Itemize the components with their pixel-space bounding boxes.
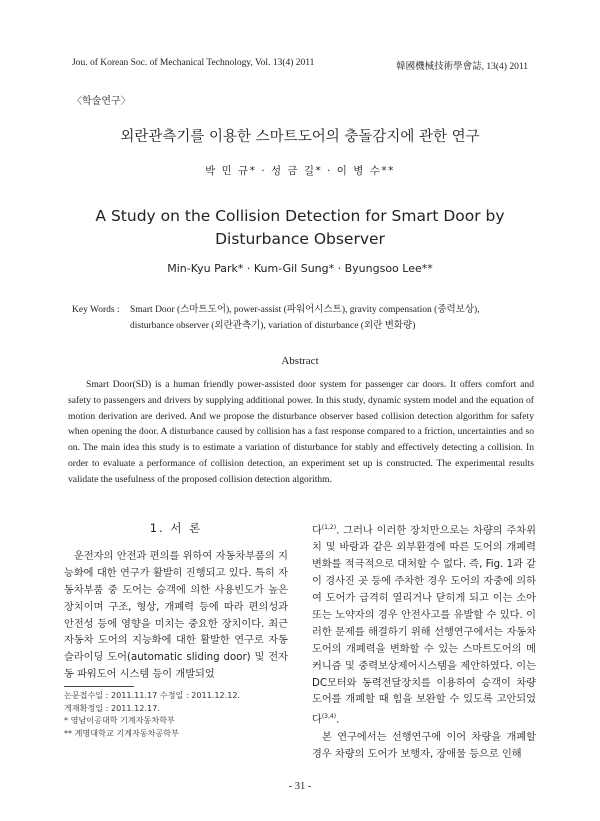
body-column-left xyxy=(64,520,288,684)
paragraph-text-start: 다 xyxy=(312,525,322,537)
body-column-right xyxy=(312,520,536,763)
footnote-received-date: 논문접수일 : 2011.11.17 수정일 : 2011.12.12. xyxy=(64,690,241,700)
footnote-affiliation-2: ** 계명대학교 기계자동차공학부 xyxy=(64,727,179,738)
keywords-block xyxy=(72,302,532,334)
keywords-label: Key Words : xyxy=(72,305,120,315)
abstract-paragraph: Smart Door(SD) is a human friendly power-assisted door system for passenger car doors. It offers comfort and safety to passengers and drivers by supplying additional power. In this study, dynamic system model and the equation of motion derivation are derived. And we propose the disturbance observer based collision detection algorithm for safety when opening the door. A disturbance caused by collision has a fast response compared to a friction, uncertainties and so on. The main idea this study is to estimate a variation of disturbance for stably and effectively detecting a collision. In order to evaluate a performance of collision detection, an experiment set up is constructed. The experimental results validate the usefulness of the proposed collision detection algorithm. xyxy=(68,379,534,485)
citation-ref-1-2: (1,2) xyxy=(321,524,337,531)
journal-name-korean: 韓國機械技術學會誌, 13(4) 2011 xyxy=(396,62,528,72)
running-header xyxy=(72,58,528,72)
title-korean: 외란관측기를 이용한 스마트도어의 충돌감지에 관한 연구 xyxy=(120,129,480,145)
abstract-heading: Abstract xyxy=(281,355,319,367)
authors-english: Min-Kyu Park* · Kum-Gil Sung* · Byungsoo Lee** xyxy=(167,262,433,275)
article-category: 〈학술연구〉 xyxy=(72,96,131,107)
paragraph-text-rest: . 그러나 이러한 장치만으로는 차량의 주차위치 및 바람과 같은 외부환경에 따른 도어의 개폐력 변화를 적극적으로 대처할 수 없다. 즉, Fig. 1과 같이 경사진 곳 등에 주차한 경우 도어의 자중에 의하여 도어가 급격히 열리거나 닫히게 되고 이는 소아 또는 노약자의 경우 안전사고를 유발할 수 있다. 이러한 문제를 해결하기 위해 선행연구에서는 자동차 도어의 개폐력을 변화할 수 있는 스마트도어의 메커니즘 및 중력보상제어시스템을 제안하였다. 이는 DC모터와 동력전달장치를 이용하여 승객이 차량 도어를 개폐할 때 힘을 보완할 수 있도록 고안되었다 xyxy=(312,525,536,726)
footnote-accepted-date: 게재확정일 : 2011.12.17. xyxy=(64,702,160,713)
footnote-divider xyxy=(64,686,134,687)
intro-paragraph-1: 운전자의 안전과 편의를 위하여 자동차부품의 지능화에 대한 연구가 활발히 진행되고 있다. 특히 자동차부품 중 도어는 승객에 의한 사용빈도가 높은 장치이며 구조, 형상, 개폐력 등에 따라 편의성과 안전성 등에 영향을 미치는 중요한 장치이다. 최근 자동차 도어의 지능화에 대한 활발한 연구로 자동 슬라이딩 도어(automatic sliding door) 및 전자동 파워도어 시스템 등이 개발되었 xyxy=(64,550,288,681)
abstract-body xyxy=(68,377,534,488)
intro-paragraph-continued: 다$^{(1,2)}$. 그러나 이러한 장치만으로는 차량의 주차위치 및 바람과 같은 외부환경에 따른 도어의 개폐력 변화를 적극적으로 대처할 수 없다. 즉, Fig. 1과 같이 경사진 곳 등에 주차한 경우 도어의 자중에 의하여 도어가 급격히 열리거나 닫히게 되고 이는 소아 또는 노약자의 경우 안전사고를 유발할 수 있다. 이러한 문제를 해결하기 위해 선행연구에서는 자동차 도어의 개폐력을 변화할 수 있는 스마트도어의 메커니즘 및 중력보상제어시스템을 제안하였다. 이는 DC모터와 동력전달장치를 이용하여 승객이 차량 도어를 개폐할 때 힘을 보완할 수 있도록 고안되었다$^{(3,4)}$. xyxy=(312,524,536,726)
authors-korean: 박 민 규* · 성 금 길* · 이 병 수** xyxy=(205,165,395,177)
section-heading-introduction: 1. 서 론 xyxy=(149,521,203,535)
page-number: - 31 - xyxy=(288,781,312,792)
footnote-affiliation-1: * 영남이공대학 기계자동차학부 xyxy=(64,715,175,725)
keywords-line-2: disturbance observer (외란관측기), variation of disturbance (외란 변화량) xyxy=(130,321,416,331)
footnotes-block xyxy=(64,689,294,739)
title-english: A Study on the Collision Detection for Smart Door by Disturbance Observer xyxy=(95,207,505,248)
intro-paragraph-2: 본 연구에서는 선행연구에 이어 차량을 개폐할 경우 차량의 도어가 보행자, 장애물 등으로 인해 xyxy=(312,731,536,760)
journal-name-english: Jou. of Korean Soc. of Mechanical Technology, Vol. 13(4) 2011 xyxy=(72,58,315,68)
citation-ref-3-4: (3,4) xyxy=(321,713,337,721)
keywords-line-1: Smart Door (스마트도어), power-assist (파워어시스트), gravity compensation (중력보상), xyxy=(130,305,480,315)
